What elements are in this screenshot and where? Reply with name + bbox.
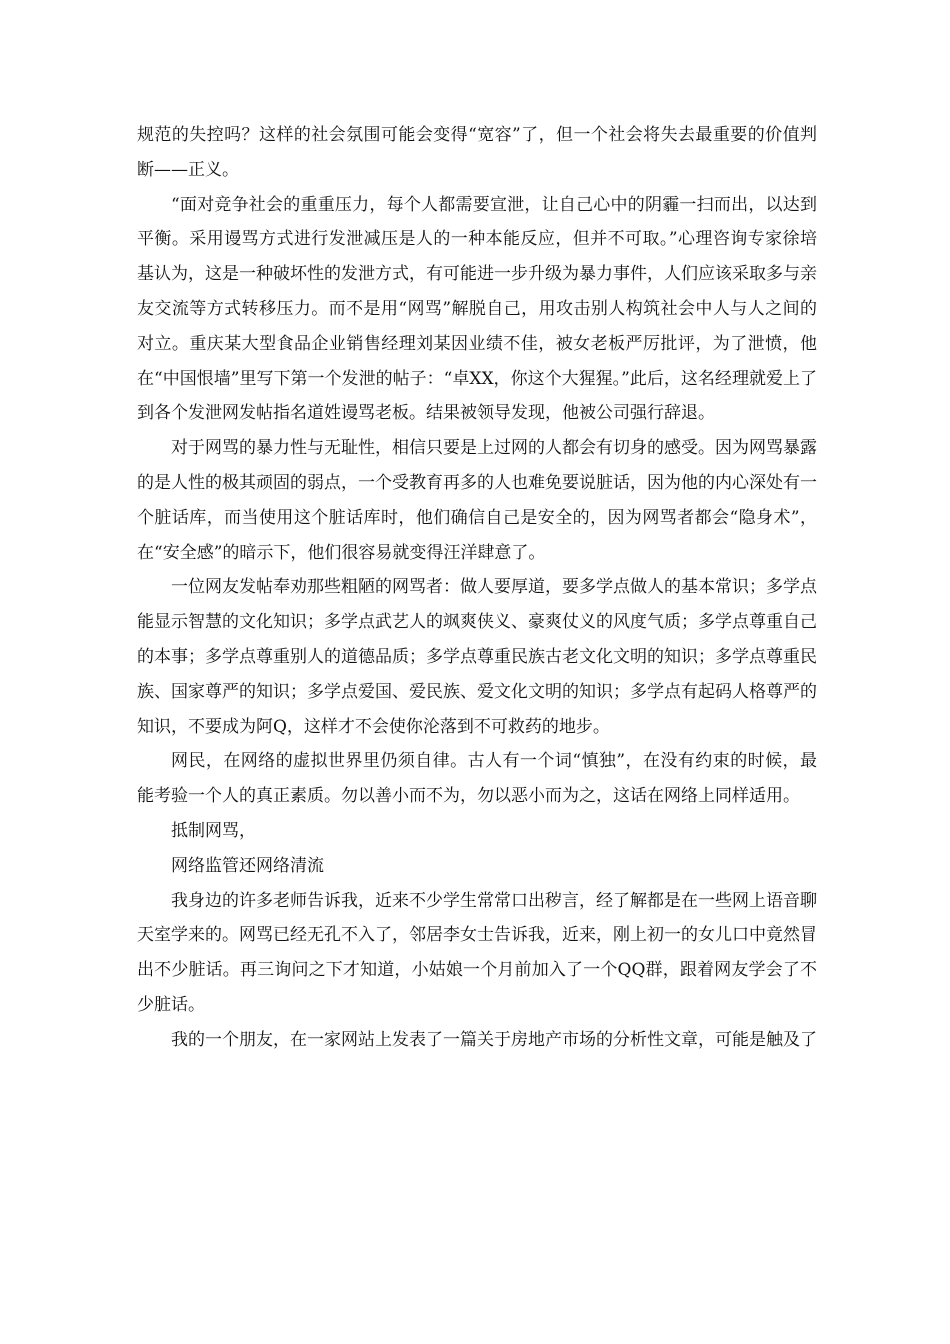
paragraph: 一位网友发帖奉劝那些粗陋的网骂者：做人要厚道，要多学点做人的基本常识；多学点能显示智慧的文化知识；多学点武艺人的飒爽侠义、豪爽仗义的风度气质；多学点尊重自己的本事；多学点尊重别人的道德品质；多学点尊重民族古老文化文明的知识；多学点尊重民族、国家尊严的知识；多学点爱国、爱民族、爱文化文明的知识；多学点有起码人格尊严的知识，不要成为阿Q，这样才不会使你沦落到不可救药的地步。 [137, 577, 817, 737]
article-body [137, 118, 817, 1058]
section-heading-line-2: 网络监管还网络清流 [171, 855, 324, 876]
paragraph: 网民，在网络的虚拟世界里仍须自律。古人有一个词“慎独”，在没有约束的时候，最能考验一个人的真正素质。勿以善小而不为，勿以恶小而为之，这话在网络上同样适用。 [137, 751, 817, 807]
section-heading-line-1: 抵制网骂， [171, 820, 256, 841]
paragraph: 规范的失控吗？这样的社会氛围可能会变得“宽容”了，但一个社会将失去最重要的价值判断——正义。 [137, 125, 817, 180]
paragraph: 对于网骂的暴力性与无耻性，相信只要是上过网的人都会有切身的感受。因为网骂暴露的是人性的极其顽固的弱点，一个受教育再多的人也难免要说脏话，因为他的内心深处有一个脏话库，而当使用这个脏话库时，他们确信自己是安全的，因为网骂者都会“隐身术”，在“安全感”的暗示下，他们很容易就变得汪洋肆意了。 [137, 438, 817, 563]
paragraph: “面对竞争社会的重重压力，每个人都需要宣泄，让自己心中的阴霾一扫而出，以达到平衡。采用谩骂方式进行发泄减压是人的一种本能反应，但并不可取。”心理咨询专家徐培基认为，这是一种破坏性的发泄方式，有可能进一步升级为暴力事件，人们应该采取多与亲友交流等方式转移压力。而不是用“网骂”解脱自己，用攻击别人构筑社会中人与人之间的对立。重庆某大型食品企业销售经理刘某因业绩不佳，被女老板严厉批评，为了泄愤，他在“中国恨墙”里写下第一个发泄的帖子：“卓XX，你这个大猩猩。”此后，这名经理就爱上了到各个发泄网发帖指名道姓谩骂老板。结果被领导发现，他被公司强行辞退。 [137, 194, 817, 424]
paragraph: 我身边的许多老师告诉我，近来不少学生常常口出秽言，经了解都是在一些网上语音聊天室学来的。网骂已经无孔不入了，邻居李女士告诉我，近来，刚上初一的女儿口中竟然冒出不少脏话。再三询问之下才知道，小姑娘一个月前加入了一个QQ群，跟着网友学会了不少脏话。 [137, 890, 817, 1015]
paragraph: 我的一个朋友，在一家网站上发表了一篇关于房地产市场的分析性文章，可能是触及了 [171, 1029, 817, 1050]
